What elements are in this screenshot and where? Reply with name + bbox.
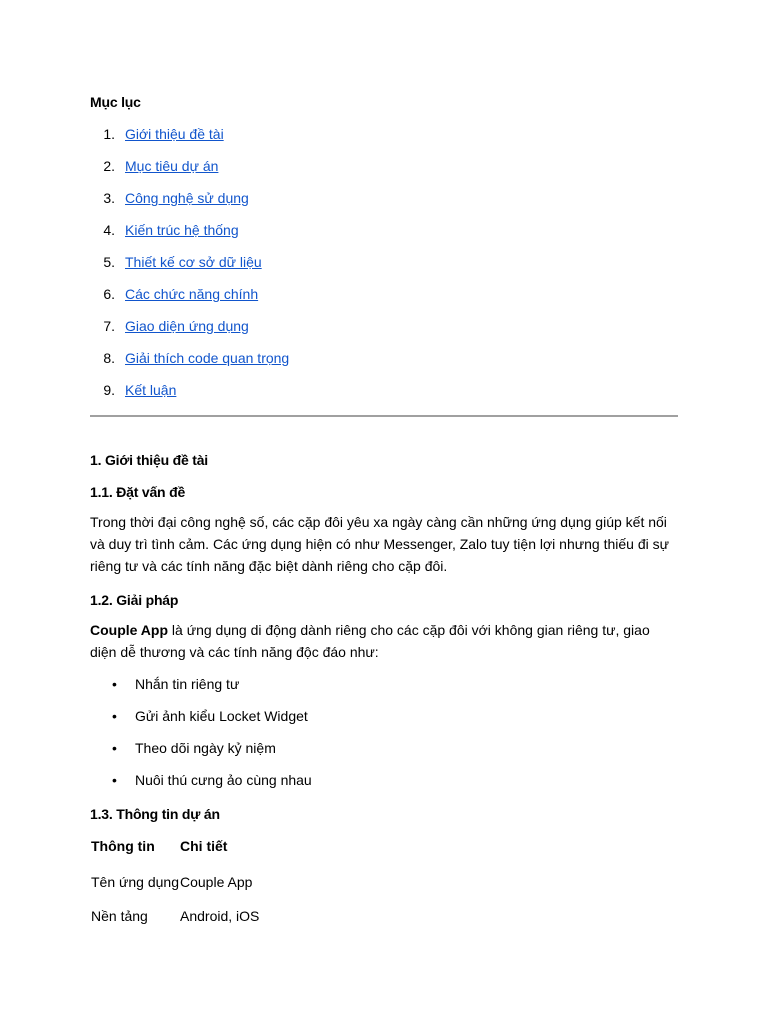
toc-item-number: 1. xyxy=(103,126,115,142)
app-name-bold: Couple App xyxy=(90,622,169,638)
toc-link-muc-tieu[interactable]: Mục tiêu dự án xyxy=(125,158,219,174)
section-heading-1: 1. Giới thiệu đề tài xyxy=(90,452,208,468)
toc-link-giai-thich-code[interactable]: Giải thích code quan trọng xyxy=(125,350,290,366)
toc-link-gioi-thieu[interactable]: Giới thiệu đề tài xyxy=(125,126,224,142)
list-item xyxy=(90,737,678,769)
toc-item xyxy=(90,379,678,411)
toc-item-number: 8. xyxy=(103,350,115,366)
paragraph-dat-van-de: Trong thời đại công nghệ số, các cặp đôi yêu xa ngày càng cần những ứng dụng giúp kết nối và duy trì tình cảm. Các ứng dụng hiện có như Messenger, Zalo tuy tiện lợi nhưng thiếu đi sự riêng tư và các tính năng đặc biệt dành riêng cho cặp đôi. xyxy=(90,514,669,574)
toc-item xyxy=(90,283,678,315)
bullet-icon: • xyxy=(112,772,117,788)
table-cell: Tên ứng dụng xyxy=(91,874,179,890)
toc-item-number: 7. xyxy=(103,318,115,334)
section-heading-1-3: 1.3. Thông tin dự án xyxy=(90,806,220,822)
toc-item-number: 3. xyxy=(103,190,115,206)
toc-item-number: 2. xyxy=(103,158,115,174)
bullet-icon: • xyxy=(112,676,117,692)
table-header-cell: Chi tiết xyxy=(180,838,228,854)
table-header-cell: Thông tin xyxy=(91,838,155,854)
feature-list xyxy=(90,673,678,801)
document-page xyxy=(90,91,678,933)
toc-title: Mục lục xyxy=(90,94,141,110)
list-item xyxy=(90,705,678,737)
section-heading-1-2: 1.2. Giải pháp xyxy=(90,592,179,608)
toc-item xyxy=(90,251,678,283)
table-row xyxy=(90,899,259,933)
paragraph-giai-phap xyxy=(90,619,678,663)
list-item-text: Theo dõi ngày kỷ niệm xyxy=(135,740,276,756)
toc-item-number: 5. xyxy=(103,254,115,270)
table-cell: Couple App xyxy=(180,874,253,890)
paragraph-giai-phap-text: là ứng dụng di động dành riêng cho các cặp đôi với không gian riêng tư, giao diện dễ thương và các tính năng độc đáo như: xyxy=(90,622,650,660)
toc-item-number: 9. xyxy=(103,382,115,398)
project-info-table xyxy=(90,835,259,933)
toc-item-number: 6. xyxy=(103,286,115,302)
section-heading-1-1: 1.1. Đặt vấn đề xyxy=(90,484,186,500)
toc-item xyxy=(90,315,678,347)
bullet-icon: • xyxy=(112,740,117,756)
horizontal-divider xyxy=(90,415,678,417)
toc-link-cong-nghe[interactable]: Công nghệ sử dụng xyxy=(125,190,249,206)
list-item-text: Nhắn tin riêng tư xyxy=(135,676,240,692)
toc-link-co-so-du-lieu[interactable]: Thiết kế cơ sở dữ liệu xyxy=(125,254,262,270)
table-cell: Android, iOS xyxy=(180,908,260,924)
toc-item xyxy=(90,187,678,219)
toc-link-kien-truc[interactable]: Kiến trúc hệ thống xyxy=(125,222,239,238)
list-item-text: Nuôi thú cưng ảo cùng nhau xyxy=(135,772,312,788)
toc-item xyxy=(90,155,678,187)
list-item-text: Gửi ảnh kiểu Locket Widget xyxy=(135,708,308,724)
toc-item xyxy=(90,123,678,155)
table-cell: Nền tảng xyxy=(91,908,148,924)
list-item xyxy=(90,673,678,705)
toc-item xyxy=(90,347,678,379)
toc-link-giao-dien[interactable]: Giao diện ứng dụng xyxy=(125,318,249,334)
table-of-contents xyxy=(90,123,678,411)
bullet-icon: • xyxy=(112,708,117,724)
table-row xyxy=(90,865,259,899)
toc-link-ket-luan[interactable]: Kết luận xyxy=(125,382,177,398)
toc-link-chuc-nang[interactable]: Các chức năng chính xyxy=(125,286,259,302)
list-item xyxy=(90,769,678,801)
table-header-row xyxy=(90,835,259,865)
toc-item-number: 4. xyxy=(103,222,115,238)
toc-item xyxy=(90,219,678,251)
